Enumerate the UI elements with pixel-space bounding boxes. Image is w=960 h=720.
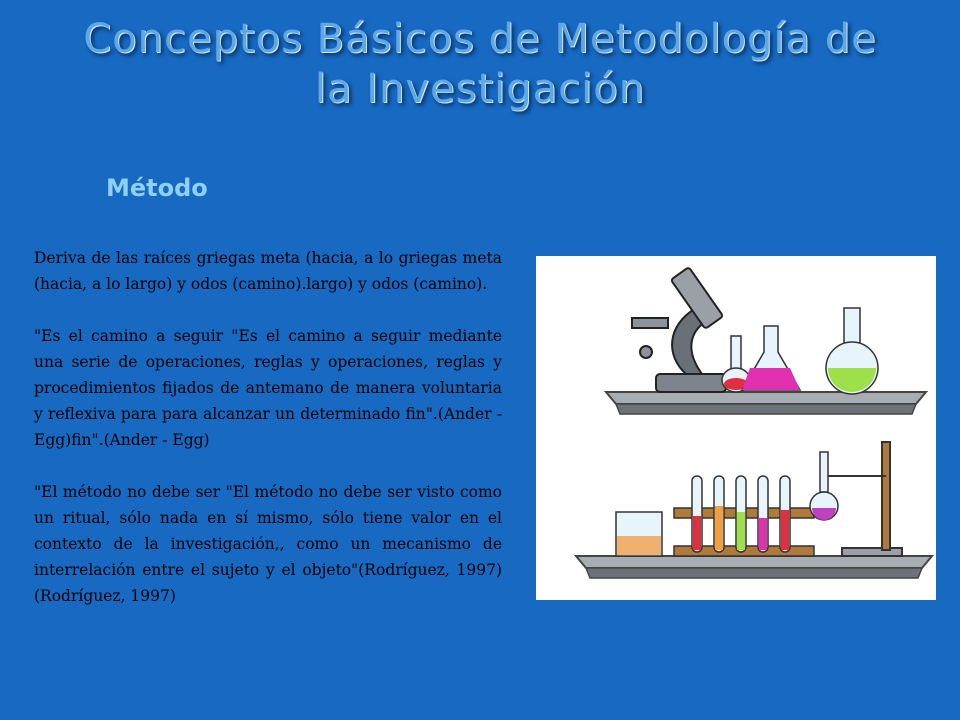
paragraph-definition: "Es el camino a seguir "Es el camino a seguir mediante una serie de operaciones, reglas y operaciones, reglas y procedimientos fijados de antemano de manera voluntaria y reflexiva para para alcanzar un determinado fin".(Ander - Egg)fin".(Ander - Egg): [34, 327, 502, 449]
paragraph-method-value: "El método no debe ser "El método no debe ser visto como un ritual, sólo nada en sí mismo, sólo tiene valor en el contexto de la investigación,, como un mecanismo de interrelación entre el sujeto y el objeto"(Rodríguez, 1997)(Rodríguez, 1997): [34, 483, 502, 605]
erlenmeyer-magenta-icon: [742, 326, 800, 390]
beaker-icon: [616, 512, 662, 556]
ring-stand-icon: [810, 442, 902, 556]
title-line-2: la Investigación: [314, 66, 646, 112]
laboratory-equipment-illustration: [536, 256, 936, 600]
paragraph-etymology: Deriva de las raíces griegas meta (hacia, a lo griegas meta (hacia, a lo largo) y odos (camino).largo) y odos (camino).: [34, 249, 502, 293]
slide-title: [40, 14, 920, 114]
microscope-icon: [632, 267, 726, 392]
lab-icon: [536, 256, 936, 600]
bottom-shelf: [576, 556, 932, 568]
top-shelf: [606, 392, 926, 404]
test-tube-rack-icon: [674, 476, 814, 556]
title-line-1: Conceptos Básicos de Metodología de: [83, 16, 877, 62]
body-text: [34, 245, 502, 635]
section-subtitle: Método: [106, 174, 208, 202]
round-flask-green-icon: [826, 308, 878, 394]
